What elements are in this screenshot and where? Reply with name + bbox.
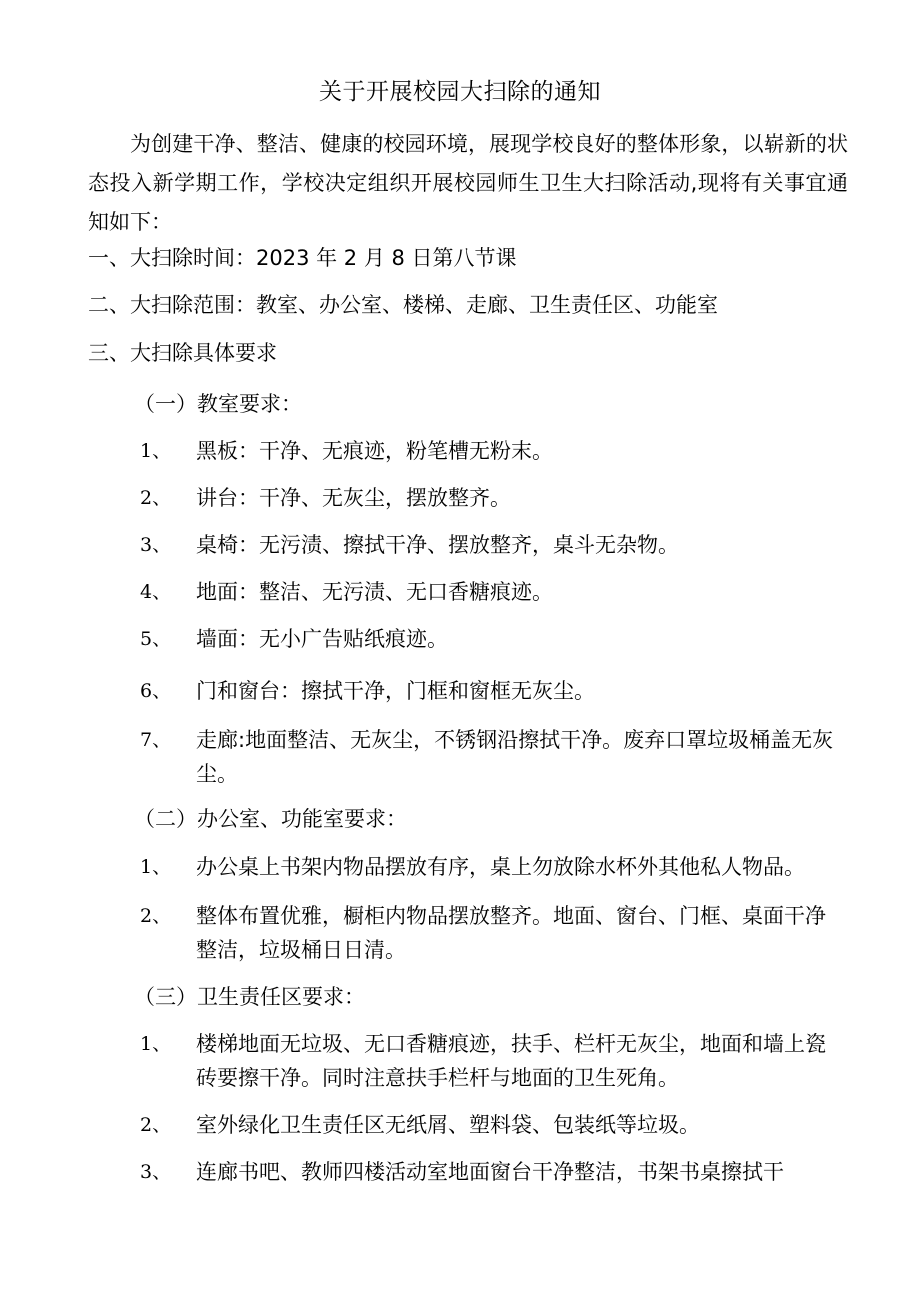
item-number: 7、 bbox=[140, 729, 172, 751]
item-text: 门和窗台：擦拭干净，门框和窗框无灰尘。 bbox=[196, 679, 595, 703]
list-item bbox=[140, 528, 840, 562]
list-item bbox=[140, 434, 840, 468]
intro-paragraph: 为创建干净、整洁、健康的校园环境，展现学校良好的整体形象，以崭新的状态投入新学期工作，学校决定组织开展校园师生卫生大扫除活动,现将有关事宜通知如下： bbox=[88, 132, 848, 234]
item-text: 讲台：干净、无灰尘，摆放整齐。 bbox=[196, 486, 511, 510]
item-number: 1、 bbox=[140, 440, 172, 462]
item-number: 2、 bbox=[140, 1114, 172, 1136]
item-number: 1、 bbox=[140, 1033, 172, 1055]
item-text: 整体布置优雅，橱柜内物品摆放整齐。地面、窗台、门框、桌面干净整洁，垃圾桶日日清。 bbox=[196, 904, 826, 962]
item-text: 室外绿化卫生责任区无纸屑、塑料袋、包装纸等垃圾。 bbox=[196, 1113, 700, 1137]
item-number: 2、 bbox=[140, 487, 172, 509]
section-time: 一、大扫除时间：2023 年 2 月 8 日第八节课 bbox=[88, 246, 517, 270]
list-item bbox=[140, 850, 840, 884]
item-text: 连廊书吧、教师四楼活动室地面窗台干净整洁，书架书桌擦拭干 bbox=[196, 1160, 784, 1184]
item-number: 5、 bbox=[140, 628, 172, 650]
list-item bbox=[140, 723, 840, 791]
list-item bbox=[140, 481, 840, 515]
section-requirements: 三、大扫除具体要求 bbox=[88, 341, 277, 365]
section-scope: 二、大扫除范围：教室、办公室、楼梯、走廊、卫生责任区、功能室 bbox=[88, 293, 718, 317]
item-number: 3、 bbox=[140, 1161, 172, 1183]
list-item bbox=[140, 1108, 840, 1142]
list-item bbox=[140, 622, 840, 656]
item-number: 3、 bbox=[140, 534, 172, 556]
item-number: 2、 bbox=[140, 905, 172, 927]
item-number: 4、 bbox=[140, 581, 172, 603]
item-number: 6、 bbox=[140, 680, 172, 702]
list-item bbox=[140, 1155, 840, 1189]
item-text: 黑板：干净、无痕迹，粉笔槽无粉末。 bbox=[196, 439, 553, 463]
list-item bbox=[140, 899, 840, 967]
document-title: 关于开展校园大扫除的通知 bbox=[319, 79, 601, 105]
list-item bbox=[140, 1027, 840, 1095]
item-text: 楼梯地面无垃圾、无口香糖痕迹，扶手、栏杆无灰尘，地面和墙上瓷砖要擦干净。同时注意扶手栏杆与地面的卫生死角。 bbox=[196, 1032, 826, 1090]
list-item bbox=[140, 674, 840, 708]
item-text: 桌椅：无污渍、擦拭干净、摆放整齐，桌斗无杂物。 bbox=[196, 533, 679, 557]
list-item bbox=[140, 575, 840, 609]
subheading-classroom: （一）教室要求： bbox=[134, 392, 302, 416]
item-text: 地面：整洁、无污渍、无口香糖痕迹。 bbox=[196, 580, 553, 604]
item-text: 走廊:地面整洁、无灰尘，不锈钢沿擦拭干净。废弃口罩垃圾桶盖无灰尘。 bbox=[196, 728, 834, 786]
item-text: 办公桌上书架内物品摆放有序，桌上勿放除水杯外其他私人物品。 bbox=[196, 855, 805, 879]
item-text: 墙面：无小广告贴纸痕迹。 bbox=[196, 627, 448, 651]
subheading-office: （二）办公室、功能室要求： bbox=[134, 807, 407, 831]
item-number: 1、 bbox=[140, 856, 172, 878]
subheading-hygiene-area: （三）卫生责任区要求： bbox=[134, 985, 365, 1009]
